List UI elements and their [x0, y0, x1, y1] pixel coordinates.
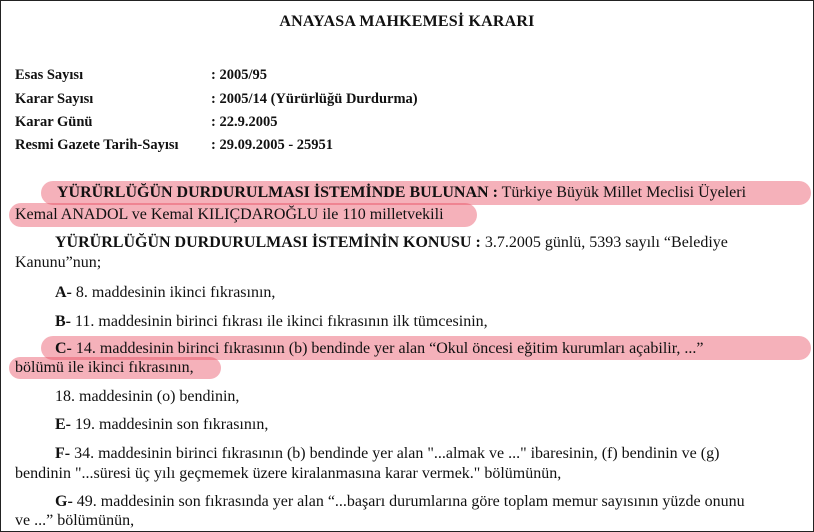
meta-value: : 2005/14 (Yürürlüğü Durdurma)	[211, 91, 418, 107]
subject-text: 3.7.2005 günlü, 5393 sayılı “Belediye	[484, 234, 728, 251]
subject-line-1	[55, 233, 728, 253]
meta-label: Resmi Gazete Tarih-Sayısı	[15, 137, 179, 153]
item-g-line-2: ve ...” bölümünün,	[15, 512, 135, 529]
item-g-line-1	[55, 492, 745, 512]
item-text: 49. maddesinin son fıkrasında yer alan “...başarı durumlarına göre toplam memur sayısının yüzde onunu	[76, 493, 745, 510]
subject-line-2: Kanunu”nun;	[15, 254, 102, 271]
item-marker: A-	[55, 284, 72, 301]
meta-label: Esas Sayısı	[15, 67, 84, 83]
item-text: 14. maddesinin birinci fıkrasının (b) bendinde yer alan “Okul öncesi eğitim kurumları açabilir, ...”	[75, 340, 704, 357]
item-c-line-1	[55, 339, 704, 359]
item-marker: C-	[55, 340, 72, 357]
document-title: ANAYASA MAHKEMESİ KARARI	[279, 13, 535, 30]
applicant-heading: YÜRÜRLÜĞÜN DURDURULMASI İSTEMİNDE BULUNAN :	[57, 184, 498, 201]
meta-row-esas	[15, 67, 267, 84]
meta-row-resmi-gazete	[15, 137, 333, 154]
item-marker: F-	[55, 445, 71, 462]
meta-row-karar-gunu	[15, 114, 277, 131]
applicant-text: Türkiye Büyük Millet Meclisi Üyeleri	[501, 184, 747, 201]
applicant-line-2: Kemal ANADOL ve Kemal KILIÇDAROĞLU ile 110 milletvekili	[15, 206, 444, 223]
meta-row-karar	[15, 91, 418, 108]
meta-label: Karar Sayısı	[15, 91, 94, 107]
item-text: 11. maddesinin birinci fıkrası ile ikinci fıkrasının ilk tümcesinin,	[75, 313, 488, 330]
item-text: 8. maddesinin ikinci fıkrasının,	[75, 284, 276, 301]
meta-value: : 22.9.2005	[211, 114, 278, 130]
applicant-line-1	[57, 183, 746, 203]
item-marker: E-	[55, 416, 71, 433]
meta-value: : 2005/95	[211, 67, 267, 83]
item-f-line-1	[55, 444, 719, 464]
item-marker: G-	[55, 493, 73, 510]
item-c-line-2: bölümü ile ikinci fıkrasının,	[15, 359, 194, 376]
item-marker: B-	[55, 313, 71, 330]
meta-label: Karar Günü	[15, 114, 93, 130]
item-d: 18. maddesinin (o) bendinin,	[55, 388, 240, 405]
item-f-line-2: bendinin "...süresi üç yılı geçmemek üzere kiralanmasına karar vermek." bölümünün,	[15, 465, 562, 482]
item-a	[55, 283, 275, 303]
item-b	[55, 312, 488, 332]
item-e	[55, 415, 268, 435]
item-text: 34. maddesinin birinci fıkrasının (b) bendinde yer alan "...almak ve ..." ibaresinin, (f) bendinin ve (g)	[74, 445, 720, 462]
subject-heading: YÜRÜRLÜĞÜN DURDURULMASI İSTEMİNİN KONUSU :	[55, 234, 481, 251]
meta-value: : 29.09.2005 - 25951	[211, 137, 334, 153]
item-text: 19. maddesinin son fıkrasının,	[75, 416, 269, 433]
